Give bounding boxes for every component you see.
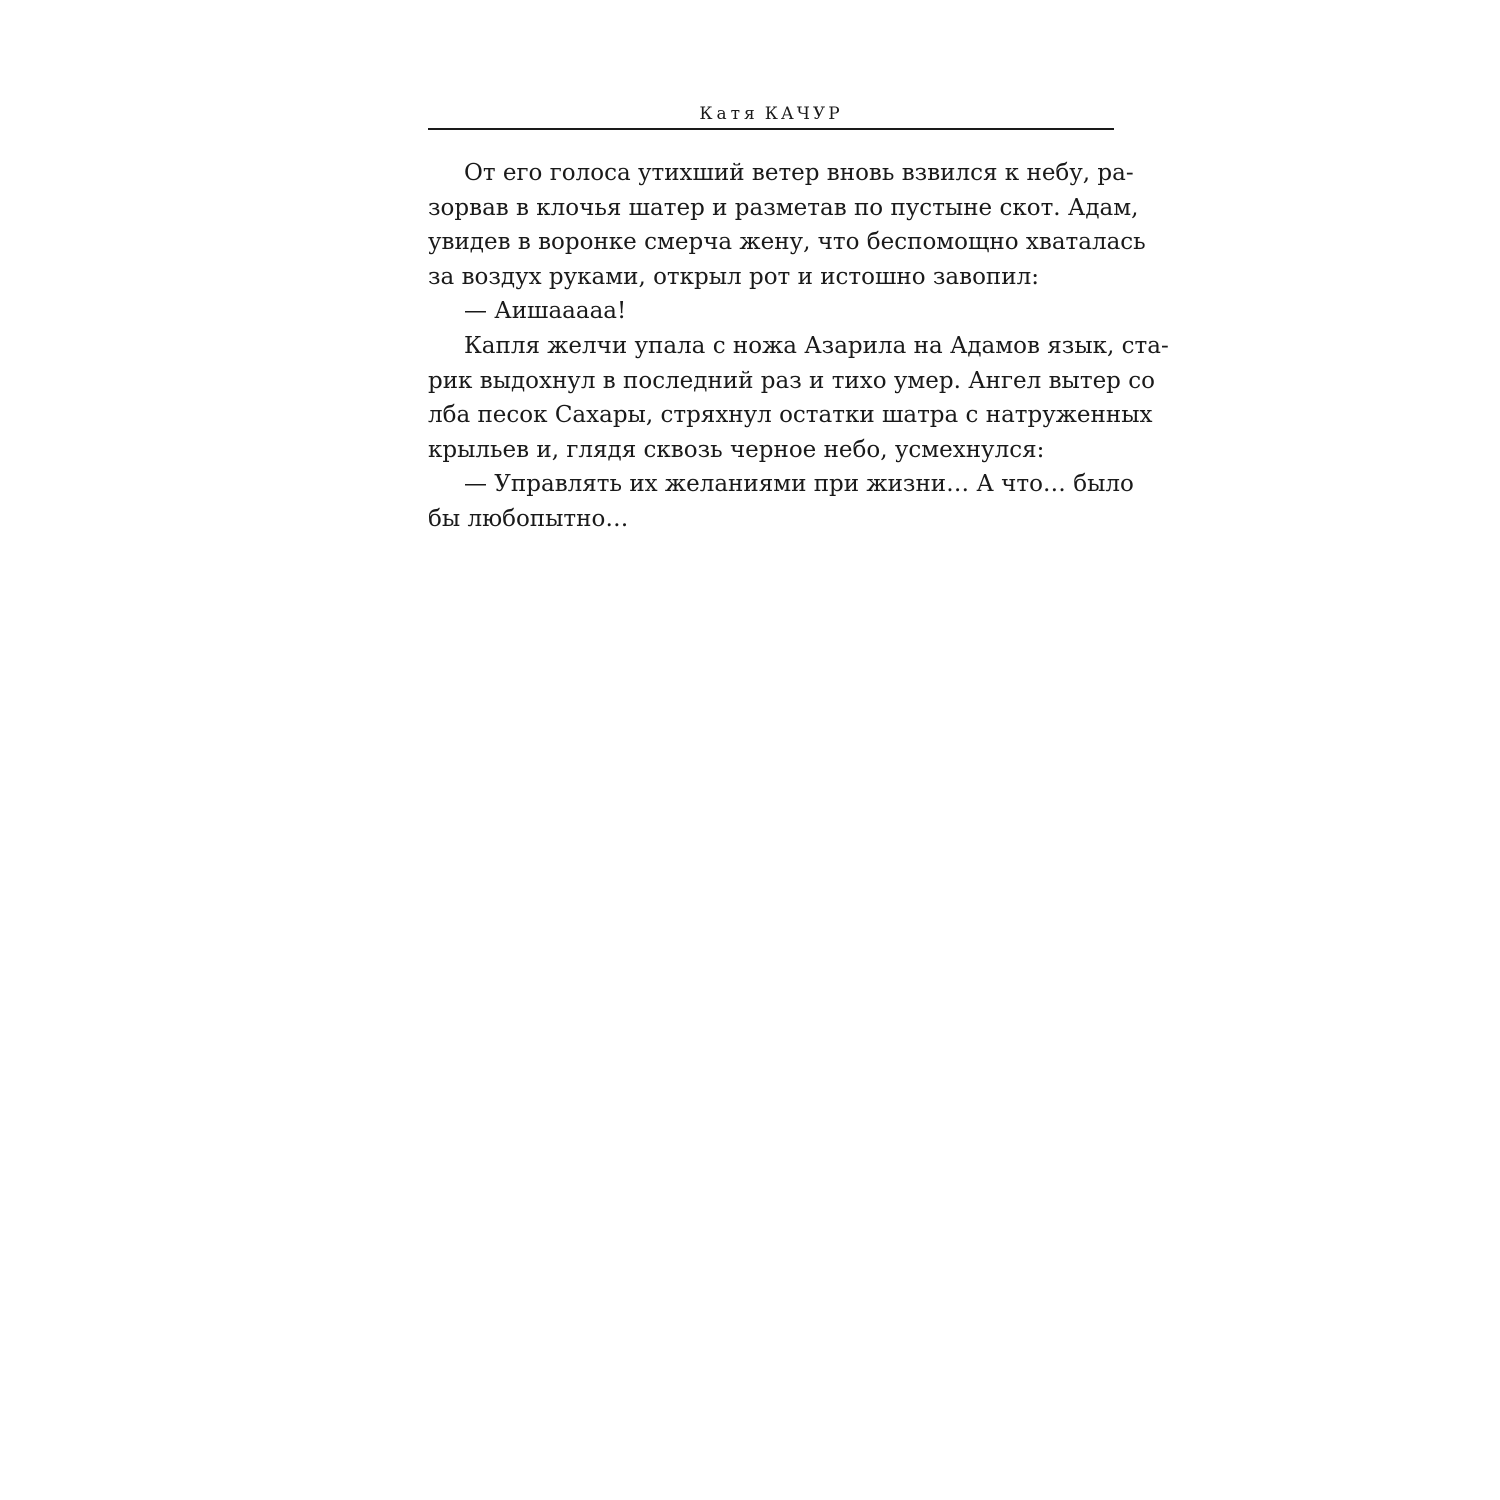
header-rule <box>428 128 1114 130</box>
dialogue-line: бы любопытно… <box>428 505 629 532</box>
dialogue-line: — Управлять их желаниями при жизни… А что… было <box>464 471 1134 498</box>
text-line: От его голоса утихший ветер вновь взвился к небу, ра- <box>464 160 1134 186</box>
body-text <box>428 156 1169 537</box>
text-line: увидев в воронке смерча жену, что беспомощно хваталась <box>428 229 1146 256</box>
text-line: крыльев и, глядя сквозь черное небо, усмехнулся: <box>428 436 1045 463</box>
text-line: зорвав в клочья шатер и разметав по пустыне скот. Адам, <box>428 194 1139 221</box>
text-line: рик выдохнул в последний раз и тихо умер. Ангел вытер со <box>428 367 1155 394</box>
dialogue-line: — Аишаааaа! <box>464 298 627 325</box>
author-first-name: Катя <box>699 104 759 124</box>
text-line: лба песок Сахары, стряхнул остатки шатра с натруженных <box>428 402 1153 429</box>
text-line: за воздух руками, открыл рот и истошно завопил: <box>428 263 1039 290</box>
author-last-name: КАЧУР <box>764 104 843 124</box>
running-head <box>428 102 1114 126</box>
text-line: Капля желчи упала с ножа Азарила на Адамов язык, ста- <box>464 332 1169 359</box>
